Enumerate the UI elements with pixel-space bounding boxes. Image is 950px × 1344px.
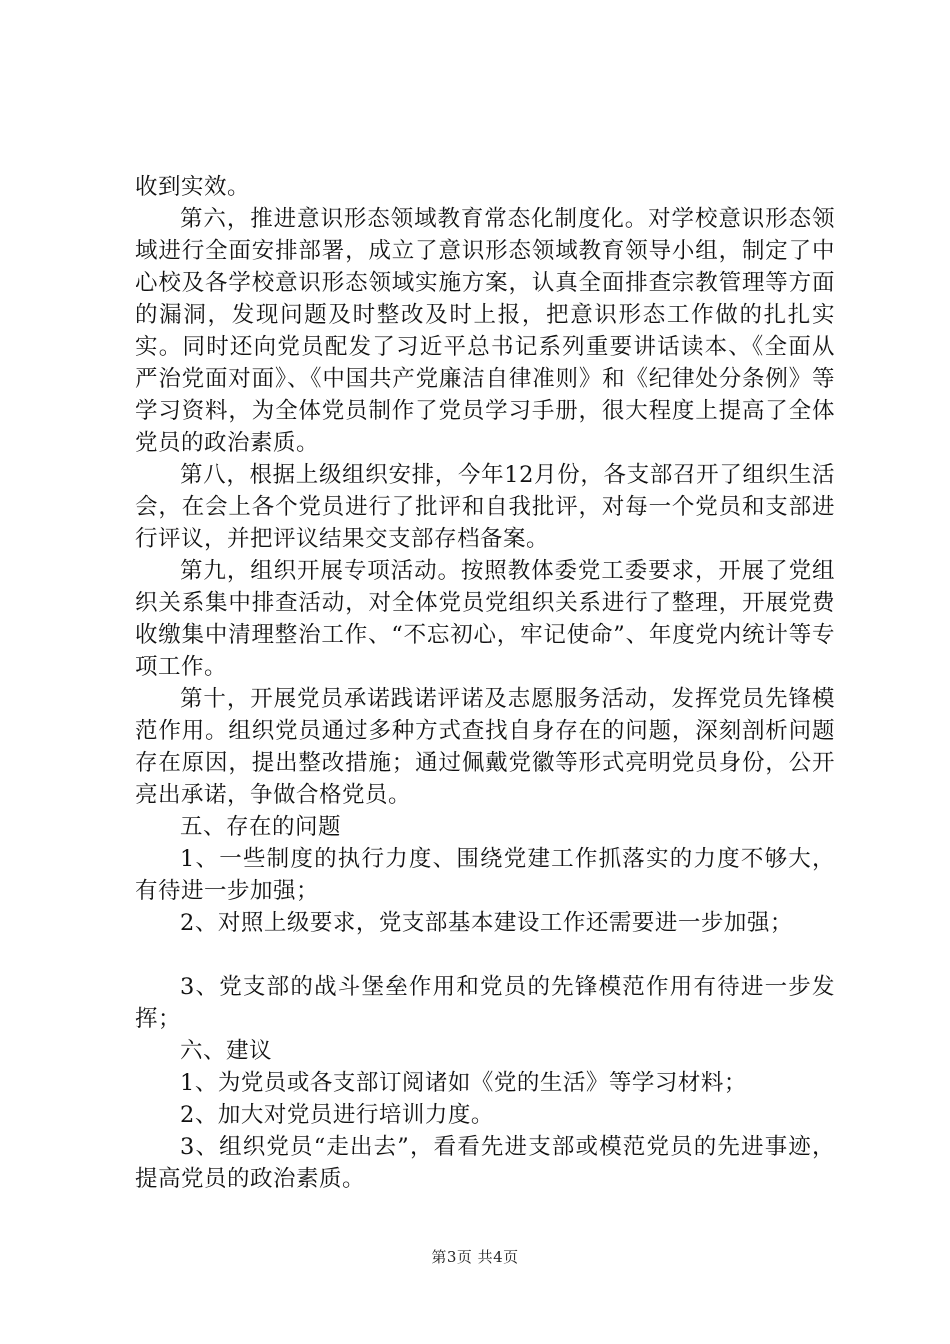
paragraph-item-six: 第六，推进意识形态领域教育常态化制度化。对学校意识形态领域进行全面安排部署，成立了意识形态领域教育领导小组，制定了中心校及各学校意识形态领域实施方案，认真全面排查宗教管理等方面的漏洞，发现问题及时整改及时上报，把意识形态工作做的扎扎实实。同时还向党员配发了习近平总书记系列重要讲话读本、《全面从严治党面对面》、《中国共产党廉洁自律准则》和《纪律处分条例》等学习资料，为全体党员制作了党员学习手册，很大程度上提高了全体党员的政治素质。 — [135, 206, 835, 456]
suggestion-item-2: 2、加大对党员进行培训力度。 — [180, 1102, 494, 1128]
problem-item-1: 1、一些制度的执行力度、围绕党建工作抓落实的力度不够大，有待进一步加强； — [135, 846, 835, 904]
page-number-footer: 第3页 共4页 — [431, 1248, 519, 1266]
paragraph-continuation: 收到实效。 — [135, 174, 251, 200]
paragraph-item-ten: 第十，开展党员承诺践诺评诺及志愿服务活动，发挥党员先锋模范作用。组织党员通过多种方式查找自身存在的问题，深刻剖析问题存在原因，提出整改措施；通过佩戴党徽等形式亮明党员身份，公开亮出承诺，争做合格党员。 — [135, 686, 835, 808]
problem-item-3: 3、党支部的战斗堡垒作用和党员的先锋模范作用有待进一步发挥； — [135, 974, 835, 1032]
blank-line — [135, 939, 835, 971]
section-heading-suggestions: 六、建议 — [180, 1038, 273, 1064]
section-heading-problems: 五、存在的问题 — [180, 814, 342, 840]
paragraph-item-nine: 第九，组织开展专项活动。按照教体委党工委要求，开展了党组织关系集中排查活动，对全体党员党组织关系进行了整理，开展党费收缴集中清理整治工作、“不忘初心，牢记使命”、年度党内统计等专项工作。 — [135, 558, 835, 680]
suggestion-item-1: 1、为党员或各支部订阅诸如《党的生活》等学习材料； — [180, 1070, 747, 1096]
paragraph-item-eight: 第八，根据上级组织安排，今年12月份，各支部召开了组织生活会，在会上各个党员进行了批评和自我批评，对每一个党员和支部进行评议，并把评议结果交支部存档备案。 — [135, 462, 835, 552]
suggestion-item-3: 3、组织党员“走出去”，看看先进支部或模范党员的先进事迹，提高党员的政治素质。 — [135, 1134, 835, 1192]
document-body — [135, 171, 835, 1195]
problem-item-2: 2、对照上级要求，党支部基本建设工作还需要进一步加强； — [180, 910, 793, 936]
